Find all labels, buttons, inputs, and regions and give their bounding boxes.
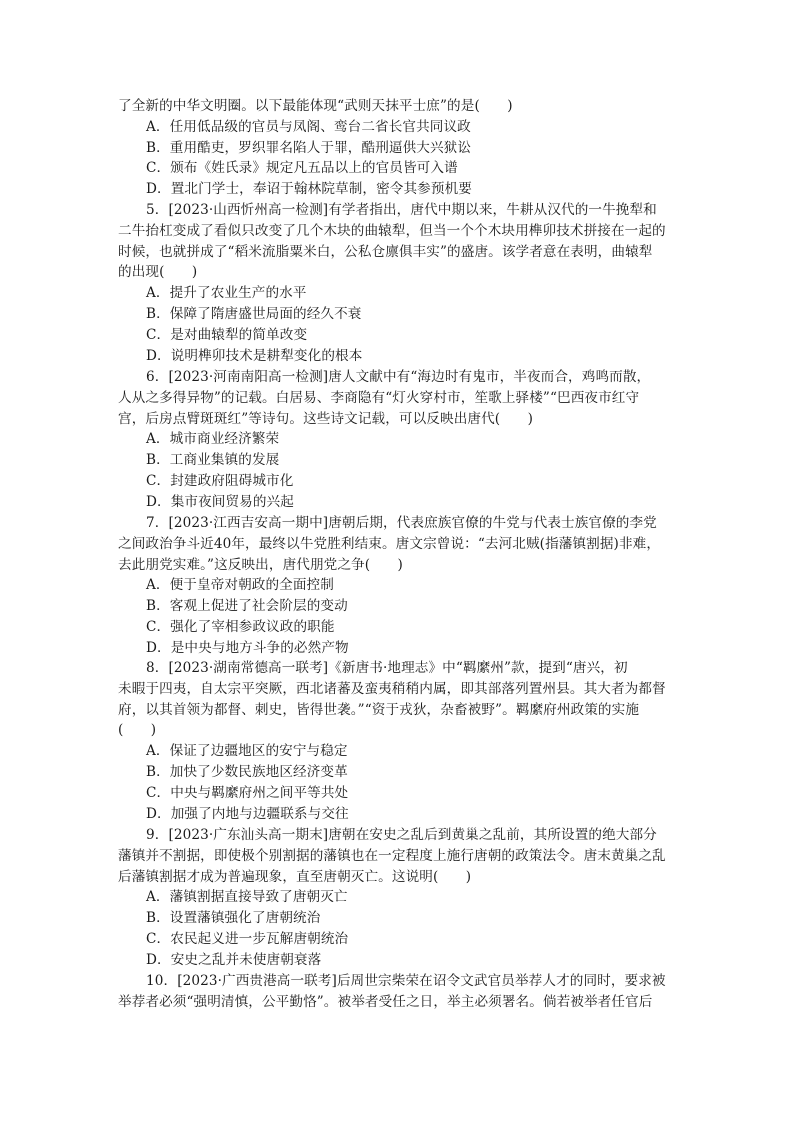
question-10 bbox=[118, 971, 686, 1013]
option-d: D．安史之乱并未使唐朝衰落 bbox=[146, 951, 322, 968]
question-6 bbox=[118, 367, 686, 513]
question-text-line: 8．[2023·湖南常德高一联考]《新唐书·地理志》中“羁縻州”款，提到“唐兴，初 bbox=[146, 660, 628, 676]
question-text-line: 的出现( ) bbox=[118, 264, 198, 281]
option-c: C．强化了宰相参政议政的职能 bbox=[146, 618, 335, 635]
option-a: A．保证了边疆地区的安宁与稳定 bbox=[146, 743, 348, 760]
question-text-line: 7．[2023·江西吉安高一期中]唐朝后期，代表庶族官僚的牛党与代表士族官僚的李党 bbox=[146, 515, 657, 531]
option-d: D．集市夜间贸易的兴起 bbox=[146, 493, 294, 510]
question-text-line: 5．[2023·山西忻州高一检测]有学者指出，唐代中期以来，牛耕从汉代的一牛挽犁和 bbox=[146, 202, 657, 218]
option-a: A．任用低品级的官员与凤阁、鸾台二省长官共同议政 bbox=[146, 118, 471, 135]
question-8 bbox=[118, 658, 686, 824]
option-b: B．工商业集镇的发展 bbox=[146, 452, 280, 469]
option-a: A．藩镇割据直接导致了唐朝灭亡 bbox=[146, 889, 348, 906]
question-text-line: 后藩镇割据才成为普遍现象，直至唐朝灭亡。这说明( ) bbox=[118, 868, 472, 885]
question-4 bbox=[118, 96, 686, 200]
question-text-line: 人从之多得异物”的记载。白居易、李商隐有“灯火穿村市，笙歌上驿楼”“巴西夜市红守 bbox=[118, 389, 640, 406]
option-b: B．设置藩镇强化了唐朝统治 bbox=[146, 910, 321, 927]
question-text-line: 10．[2023·广西贵港高一联考]后周世宗柴荣在诏令文武官员举荐人才的同时，要求被 bbox=[146, 973, 666, 989]
option-c: C．农民起义进一步瓦解唐朝统治 bbox=[146, 930, 349, 947]
question-text-line: 未暇于四夷，自太宗平突厥，西北诸蕃及蛮夷稍稍内属，即其部落列置州县。其大者为都督 bbox=[118, 680, 666, 697]
option-d: D．是中央与地方斗争的必然产物 bbox=[146, 639, 349, 656]
question-text-line: 去此朋党实难。”这反映出，唐代朋党之争( ) bbox=[118, 556, 403, 573]
option-b: B．保障了隋唐盛世局面的经久不衰 bbox=[146, 305, 362, 322]
question-5 bbox=[118, 200, 686, 366]
question-text-line: 之间政治争斗近40年，最终以牛党胜利结束。唐文宗曾说：“去河北贼(指藩镇割据)非难， bbox=[118, 535, 661, 552]
question-text-line: 二牛抬杠变成了看似只改变了几个木块的曲辕犁，但当一个个木块用榫卯技术拼接在一起的 bbox=[118, 222, 666, 239]
question-text-line: ( ) bbox=[118, 722, 157, 739]
question-text-line: 了全新的中华文明圈。以下最能体现“武则天抹平士庶”的是( ) bbox=[118, 98, 513, 114]
option-c: C．中央与羁縻府州之间平等共处 bbox=[146, 784, 349, 801]
question-text-line: 6．[2023·河南南阳高一检测]唐人文献中有“海边时有鬼市，半夜而合，鸡鸣而散， bbox=[146, 369, 651, 385]
option-c: C．封建政府阻碍城市化 bbox=[146, 472, 294, 489]
question-text-line: 藩镇并不割据，即使极个别割据的藩镇也在一定程度上施行唐朝的政策法令。唐末黄巢之乱 bbox=[118, 847, 666, 864]
option-b: B．加快了少数民族地区经济变革 bbox=[146, 763, 348, 780]
option-a: A．便于皇帝对朝政的全面控制 bbox=[146, 577, 334, 594]
option-b: B．重用酷吏，罗织罪名陷人于罪，酷刑逼供大兴狱讼 bbox=[146, 139, 472, 156]
question-text-line: 府，以其首领为都督、刺史，皆得世袭。”“资于戎狄，杂畜被野”。羁縻府州政策的实施 bbox=[118, 701, 640, 718]
question-text-line: 举荐者必须“强明清慎，公平勤恪”。被举者受任之日，举主必须署名。倘若被举者任官后 bbox=[118, 993, 653, 1010]
question-text-line: 时候，也就拼成了“稻米流脂粟米白，公私仓廪俱丰实”的盛唐。该学者意在表明，曲辕犁 bbox=[118, 243, 653, 260]
option-b: B．客观上促进了社会阶层的变动 bbox=[146, 598, 348, 615]
option-d: D．加强了内地与边疆联系与交往 bbox=[146, 805, 349, 822]
option-a: A．城市商业经济繁荣 bbox=[146, 431, 280, 448]
option-d: D．置北门学士，奉诏于翰林院草制，密令其参预机要 bbox=[146, 181, 472, 198]
question-7 bbox=[118, 513, 686, 659]
option-d: D．说明榫卯技术是耕犁变化的根本 bbox=[146, 347, 363, 364]
question-text-line: 9．[2023·广东汕头高一期末]唐朝在安史之乱后到黄巢之乱前，其所设置的绝大部分 bbox=[146, 827, 657, 843]
question-text-line: 宫，后房点臂斑斑红”等诗句。这些诗文记载，可以反映出唐代( ) bbox=[118, 410, 533, 427]
option-c: C．是对曲辕犁的简单改变 bbox=[146, 326, 308, 343]
option-a: A．提升了农业生产的水平 bbox=[146, 285, 307, 302]
option-c: C．颁布《姓氏录》规定凡五品以上的官员皆可入谱 bbox=[146, 160, 458, 177]
question-9 bbox=[118, 825, 686, 971]
